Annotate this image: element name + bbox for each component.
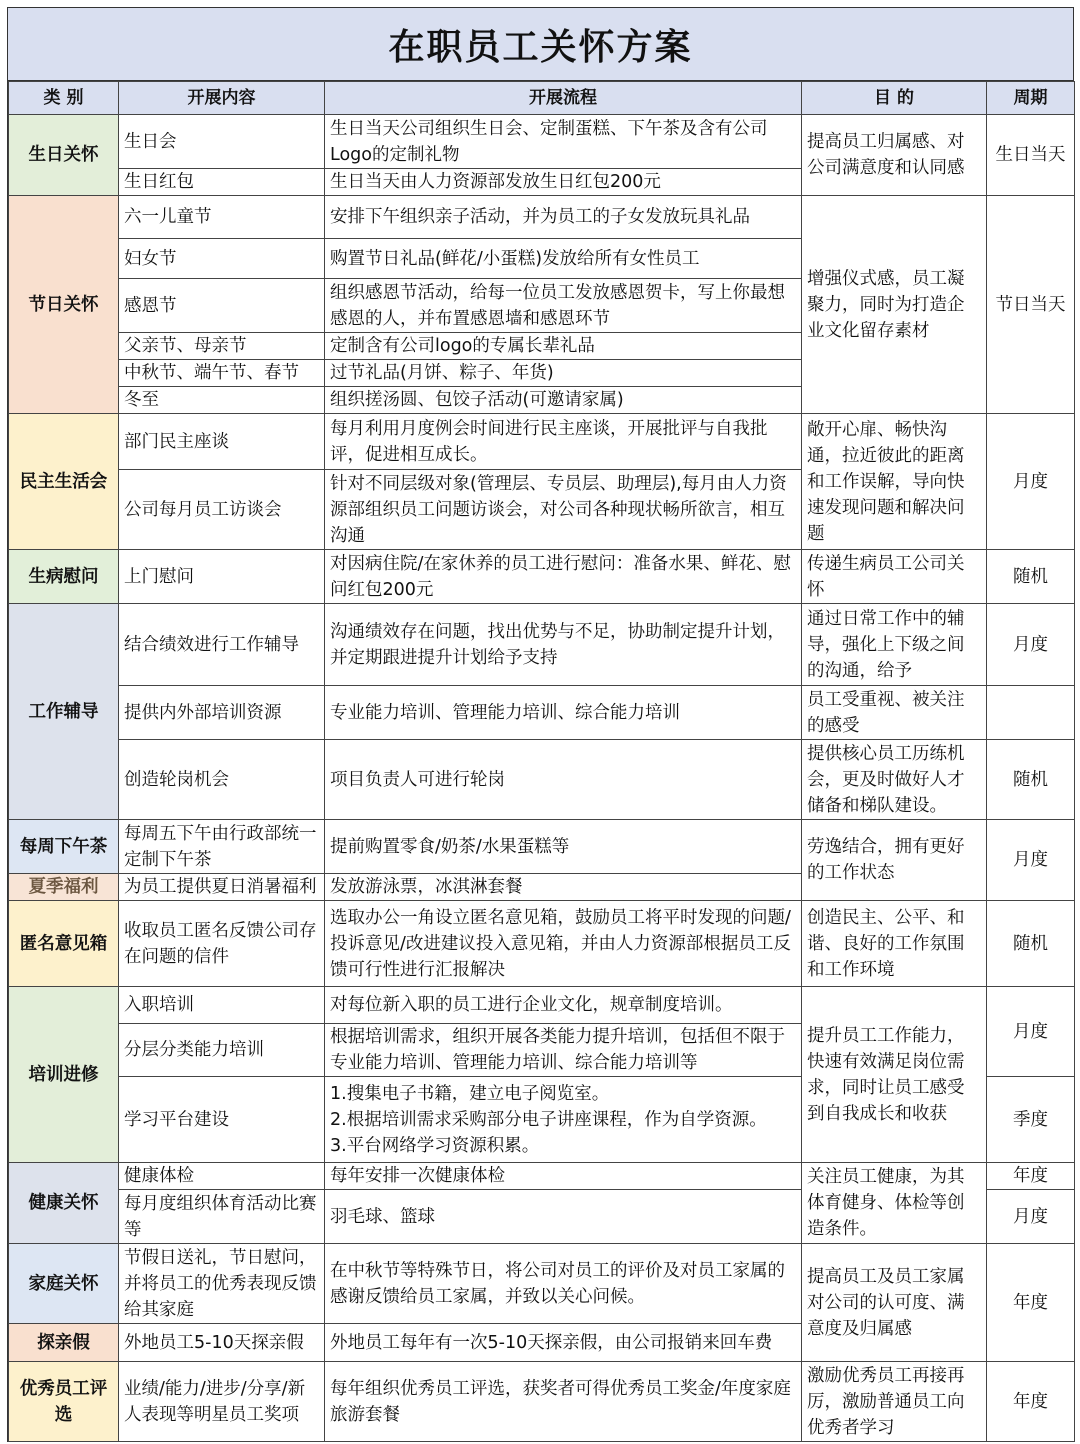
process-cell: 每月利用月度例会时间进行民主座谈，开展批评与自我批评，促进相互成长。 xyxy=(325,414,802,470)
process-cell: 过节礼品(月饼、粽子、年货) xyxy=(325,360,802,387)
table-row xyxy=(9,414,1075,470)
table-row xyxy=(9,196,1075,239)
cycle-cell: 月度 xyxy=(987,414,1075,550)
content-cell: 业绩/能力/进步/分享/新人表现等明星员工奖项 xyxy=(119,1362,325,1442)
content-cell: 六一儿童节 xyxy=(119,196,325,239)
category-cell: 工作辅导 xyxy=(9,604,119,820)
care-plan-sheet xyxy=(7,7,1074,1442)
process-cell: 每年组织优秀员工评选，获奖者可得优秀员工奖金/年度家庭旅游套餐 xyxy=(325,1362,802,1442)
category-cell: 夏季福利 xyxy=(9,874,119,901)
purpose-cell: 传递生病员工公司关怀 xyxy=(802,550,987,604)
content-cell: 生日红包 xyxy=(119,169,325,196)
purpose-cell: 创造民主、公平、和谐、良好的工作氛围和工作环境 xyxy=(802,901,987,987)
cycle-cell: 季度 xyxy=(987,1077,1075,1163)
content-cell: 结合绩效进行工作辅导 xyxy=(119,604,325,686)
process-cell: 沟通绩效存在问题，找出优势与不足，协助制定提升计划，并定期跟进提升计划给予支持 xyxy=(325,604,802,686)
process-cell: 对每位新入职的员工进行企业文化，规章制度培训。 xyxy=(325,987,802,1024)
purpose-cell: 劳逸结合，拥有更好的工作状态 xyxy=(802,820,987,901)
content-cell: 冬至 xyxy=(119,387,325,414)
content-cell: 上门慰问 xyxy=(119,550,325,604)
purpose-cell: 关注员工健康，为其体育健身、体检等创造条件。 xyxy=(802,1163,987,1244)
header-cycle: 周期 xyxy=(987,82,1075,115)
content-cell: 父亲节、母亲节 xyxy=(119,333,325,360)
table-row xyxy=(9,550,1075,604)
table-row xyxy=(9,1362,1075,1442)
header-purpose: 目 的 xyxy=(802,82,987,115)
cycle-cell: 随机 xyxy=(987,550,1075,604)
content-cell: 部门民主座谈 xyxy=(119,414,325,470)
cycle-cell: 年度 xyxy=(987,1362,1075,1442)
purpose-cell: 提高员工归属感、对公司满意度和认同感 xyxy=(802,115,987,196)
process-line: 1.搜集电子书籍，建立电子阅览室。 xyxy=(330,1083,610,1104)
purpose-cell: 增强仪式感，员工凝聚力，同时为打造企业文化留存素材 xyxy=(802,196,987,414)
content-cell: 每周五下午由行政部统一定制下午茶 xyxy=(119,820,325,874)
category-cell: 健康关怀 xyxy=(9,1163,119,1244)
header-content: 开展内容 xyxy=(119,82,325,115)
process-cell: 项目负责人可进行轮岗 xyxy=(325,740,802,820)
table-row xyxy=(9,820,1075,874)
category-cell: 匿名意见箱 xyxy=(9,901,119,987)
process-line: 2.根据培训需求采购部分电子讲座课程，作为自学资源。 xyxy=(330,1109,767,1130)
process-cell: 针对不同层级对象(管理层、专员层、助理层),每月由人力资源部组织员工问题访谈会，对公司各种现状畅所欲言，相互沟通 xyxy=(325,470,802,550)
content-cell: 为员工提供夏日消暑福利 xyxy=(119,874,325,901)
content-cell: 分层分类能力培训 xyxy=(119,1024,325,1077)
header-process: 开展流程 xyxy=(325,82,802,115)
table-row xyxy=(9,740,1075,820)
cycle-cell: 月度 xyxy=(987,1190,1075,1244)
category-cell: 优秀员工评选 xyxy=(9,1362,119,1442)
cycle-cell: 月度 xyxy=(987,820,1075,901)
category-cell: 家庭关怀 xyxy=(9,1244,119,1324)
category-cell: 培训进修 xyxy=(9,987,119,1163)
content-cell: 学习平台建设 xyxy=(119,1077,325,1163)
content-cell: 提供内外部培训资源 xyxy=(119,686,325,740)
purpose-cell: 激励优秀员工再接再厉，激励普通员工向优秀者学习 xyxy=(802,1362,987,1442)
table-row xyxy=(9,901,1075,987)
table-row xyxy=(9,1163,1075,1190)
content-cell: 入职培训 xyxy=(119,987,325,1024)
content-cell: 感恩节 xyxy=(119,279,325,333)
category-cell: 生日关怀 xyxy=(9,115,119,196)
category-cell: 每周下午茶 xyxy=(9,820,119,874)
process-cell: 定制含有公司logo的专属长辈礼品 xyxy=(325,333,802,360)
header-row xyxy=(9,82,1075,115)
cycle-cell: 随机 xyxy=(987,901,1075,987)
process-cell: 每年安排一次健康体检 xyxy=(325,1163,802,1190)
content-cell: 外地员工5-10天探亲假 xyxy=(119,1324,325,1362)
table-row xyxy=(9,604,1075,686)
care-plan-table xyxy=(8,81,1075,1442)
content-cell: 健康体检 xyxy=(119,1163,325,1190)
table-row xyxy=(9,987,1075,1024)
process-cell: 组织搓汤圆、包饺子活动(可邀请家属) xyxy=(325,387,802,414)
process-cell: 根据培训需求，组织开展各类能力提升培训，包括但不限于专业能力培训、管理能力培训、综合能力培训等 xyxy=(325,1024,802,1077)
process-cell: 组织感恩节活动，给每一位员工发放感恩贺卡，写上你最想感恩的人，并布置感恩墙和感恩环节 xyxy=(325,279,802,333)
cycle-cell: 月度 xyxy=(987,604,1075,686)
process-line: 3.平台网络学习资源积累。 xyxy=(330,1135,540,1156)
process-cell: 专业能力培训、管理能力培训、综合能力培训 xyxy=(325,686,802,740)
process-cell: 提前购置零食/奶茶/水果蛋糕等 xyxy=(325,820,802,874)
category-cell: 生病慰问 xyxy=(9,550,119,604)
process-cell: 选取办公一角设立匿名意见箱，鼓励员工将平时发现的问题/投诉意见/改进建议投入意见箱，并由人力资源部根据员工反馈可行性进行汇报解决 xyxy=(325,901,802,987)
content-cell: 生日会 xyxy=(119,115,325,169)
content-cell: 中秋节、端午节、春节 xyxy=(119,360,325,387)
process-cell: 生日当天公司组织生日会、定制蛋糕、下午茶及含有公司Logo的定制礼物 xyxy=(325,115,802,169)
process-cell: 羽毛球、篮球 xyxy=(325,1190,802,1244)
content-cell: 节假日送礼，节日慰问，并将员工的优秀表现反馈给其家庭 xyxy=(119,1244,325,1324)
cycle-cell xyxy=(987,686,1075,740)
process-cell: 发放游泳票，冰淇淋套餐 xyxy=(325,874,802,901)
cycle-cell: 月度 xyxy=(987,987,1075,1077)
table-row xyxy=(9,115,1075,169)
page-title: 在职员工关怀方案 xyxy=(8,8,1074,81)
table-row xyxy=(9,1244,1075,1324)
process-cell: 在中秋节等特殊节日，将公司对员工的评价及对员工家属的感谢反馈给员工家属，并致以关心问候。 xyxy=(325,1244,802,1324)
cycle-cell: 年度 xyxy=(987,1244,1075,1362)
table-row xyxy=(9,686,1075,740)
process-cell xyxy=(325,1077,802,1163)
content-cell: 公司每月员工访谈会 xyxy=(119,470,325,550)
process-cell: 外地员工每年有一次5-10天探亲假，由公司报销来回车费 xyxy=(325,1324,802,1362)
category-cell: 民主生活会 xyxy=(9,414,119,550)
purpose-cell: 提供核心员工历练机会，更及时做好人才储备和梯队建设。 xyxy=(802,740,987,820)
purpose-cell: 提升员工工作能力，快速有效满足岗位需求，同时让员工感受到自我成长和收获 xyxy=(802,987,987,1163)
header-category: 类 别 xyxy=(9,82,119,115)
purpose-cell: 员工受重视、被关注的感受 xyxy=(802,686,987,740)
content-cell: 收取员工匿名反馈公司存在问题的信件 xyxy=(119,901,325,987)
purpose-cell: 通过日常工作中的辅导，强化上下级之间的沟通，给予 xyxy=(802,604,987,686)
process-cell: 生日当天由人力资源部发放生日红包200元 xyxy=(325,169,802,196)
cycle-cell: 随机 xyxy=(987,740,1075,820)
category-cell: 探亲假 xyxy=(9,1324,119,1362)
process-cell: 购置节日礼品(鲜花/小蛋糕)发放给所有女性员工 xyxy=(325,239,802,279)
content-cell: 创造轮岗机会 xyxy=(119,740,325,820)
process-cell: 安排下午组织亲子活动，并为员工的子女发放玩具礼品 xyxy=(325,196,802,239)
content-cell: 妇女节 xyxy=(119,239,325,279)
cycle-cell: 年度 xyxy=(987,1163,1075,1190)
category-cell: 节日关怀 xyxy=(9,196,119,414)
content-cell: 每月度组织体育活动比赛等 xyxy=(119,1190,325,1244)
process-cell: 对因病住院/在家休养的员工进行慰问：准备水果、鲜花、慰问红包200元 xyxy=(325,550,802,604)
cycle-cell: 节日当天 xyxy=(987,196,1075,414)
cycle-cell: 生日当天 xyxy=(987,115,1075,196)
purpose-cell: 提高员工及员工家属对公司的认可度、满意度及归属感 xyxy=(802,1244,987,1362)
purpose-cell: 敞开心扉、畅快沟通，拉近彼此的距离和工作误解，导向快速发现问题和解决问题 xyxy=(802,414,987,550)
